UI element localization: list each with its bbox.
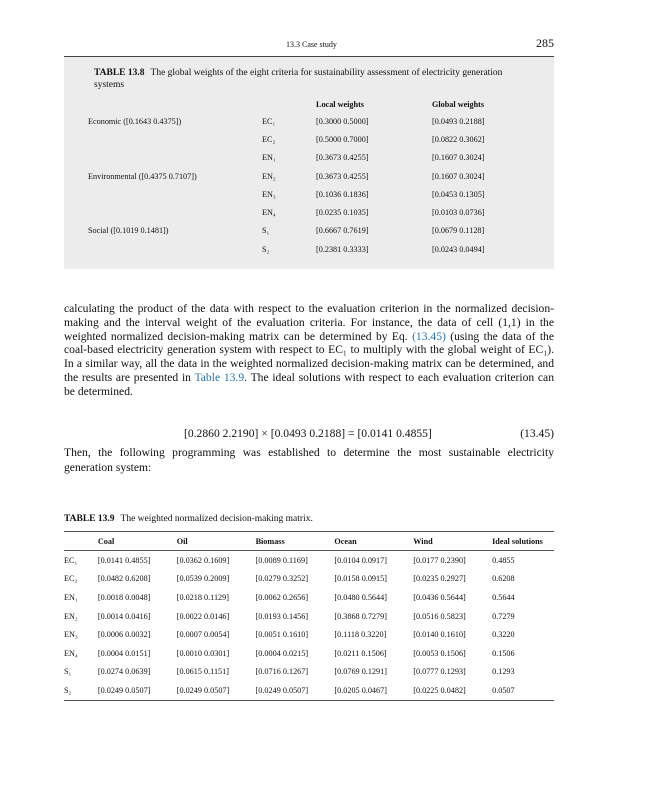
table-cell: [0.1118 0.3220] <box>334 630 387 640</box>
column-header-subcriterion <box>262 97 316 112</box>
table-cell: [0.0249 0.0507] <box>256 681 335 700</box>
table-cell: [0.5000 0.7000] <box>316 134 369 144</box>
page-header <box>64 36 554 52</box>
table-row <box>88 167 542 185</box>
table-cell: [0.0482 0.6208] <box>97 574 151 584</box>
table-cell: [0.0716 0.1267] <box>255 667 309 677</box>
table-row <box>64 551 554 570</box>
column-header-biomass: Biomass <box>256 532 335 551</box>
table-cell: [0.0010 0.0301] <box>176 648 230 658</box>
table-13-9-caption <box>64 514 313 524</box>
table-cell: S₂ <box>262 244 270 254</box>
table-row <box>64 681 554 700</box>
table-cell: [0.0177 0.2390] <box>413 555 466 565</box>
table-cell: EN₂ <box>64 611 78 621</box>
table-cell: S₂ <box>64 681 98 700</box>
column-header-global-weights: Global weights <box>432 100 485 109</box>
table-cell: Social ([0.1019 0.1481]) <box>88 226 169 236</box>
table-row <box>88 222 542 240</box>
paragraph-text: calculating the product of the data with respect to the evaluation criterion in the normalized decision-making and the interval weight of the evaluation criteria. For instance, the data of cell (1,1) in the weighted normalized decision-making matrix can be determined by Eq. <box>64 302 554 343</box>
table-cell: [0.0279 0.3252] <box>255 574 309 584</box>
table-header-row <box>64 532 554 551</box>
table-cell: 0.3220 <box>492 630 515 640</box>
table-cell: EC₂ <box>262 134 276 144</box>
table-cell <box>88 130 262 148</box>
table-cell: 0.1506 <box>492 648 515 658</box>
table-cell: [0.0453 0.1305] <box>432 189 485 199</box>
table-cell: EN₁ <box>64 592 78 602</box>
column-header-coal: Coal <box>98 532 177 551</box>
table-row <box>64 663 554 682</box>
table-cell: [0.3000 0.5000] <box>316 116 369 126</box>
table-cell: [0.0051 0.1610] <box>255 630 309 640</box>
table-cell: [0.0436 0.5644] <box>413 592 466 602</box>
table-cell: EN₁ <box>262 153 276 163</box>
table-cell: S₁ <box>64 667 72 677</box>
table-cell: [0.0480 0.5644] <box>334 592 387 602</box>
table-cell: [0.0679 0.1128] <box>432 226 485 236</box>
table-cell <box>88 149 262 167</box>
table-cell: 0.7279 <box>492 611 515 621</box>
column-header-ideal-solutions: Ideal solutions <box>492 532 554 551</box>
table-13-9-title: The weighted normalized decision-making matrix. <box>120 514 313 524</box>
table-cell: [0.0140 0.1610] <box>413 630 466 640</box>
column-header-oil: Oil <box>177 532 256 551</box>
table-row <box>88 112 542 130</box>
table-cell: EC₁ <box>64 555 78 565</box>
table-row <box>64 588 554 607</box>
continuation-paragraph: Then, the following programming was established to determine the most sustainable electricity generation system: <box>64 446 554 474</box>
table-cell: [0.0205 0.0467] <box>334 681 413 700</box>
table-13-8-label: TABLE 13.8 <box>94 68 145 78</box>
table-cell: 0.6208 <box>492 574 515 584</box>
table-cell: [0.3673 0.4255] <box>316 171 369 181</box>
table-row <box>88 185 542 203</box>
table-cell: EN₄ <box>64 648 78 658</box>
column-header-local-weights: Local weights <box>316 100 364 109</box>
equation-13-45 <box>64 427 554 443</box>
table-cell: [0.0235 0.1035] <box>316 208 369 218</box>
paragraph-text: (using the data of the coal-based electricity generation system with respect to EC₁ to multiply with the global weight of EC₁). In a similar way, all the data in the weighted normalized decision-making matrix can be determined, and the results are presented in <box>64 329 554 384</box>
table-cell: S₁ <box>262 226 270 236</box>
table-cell: EC₁ <box>262 116 276 126</box>
table-cell: [0.0158 0.0915] <box>334 574 387 584</box>
table-cell: [0.3673 0.4255] <box>316 153 369 163</box>
table-cell: [0.6667 0.7619] <box>316 226 369 236</box>
table-cell: [0.0004 0.0215] <box>255 648 309 658</box>
column-header-criterion <box>64 532 98 551</box>
table-cell: EC₂ <box>64 574 78 584</box>
table-link[interactable]: Table 13.9 <box>194 370 245 384</box>
table-cell: [0.0249 0.0507] <box>177 681 256 700</box>
table-row <box>88 203 542 221</box>
table-cell: [0.0193 0.1456] <box>255 611 309 621</box>
column-header-wind: Wind <box>413 532 492 551</box>
table-row <box>64 625 554 644</box>
table-cell: EN₂ <box>262 171 276 181</box>
table-cell: [0.0141 0.4855] <box>97 555 151 565</box>
table-row <box>88 149 542 167</box>
table-cell: [0.1607 0.3024] <box>432 171 485 181</box>
table-cell <box>88 240 262 258</box>
table-cell: [0.0362 0.1609] <box>176 555 230 565</box>
page-number: 285 <box>536 36 554 50</box>
body-paragraph <box>64 302 554 399</box>
equation-text: [0.2860 2.2190] × [0.0493 0.2188] = [0.0141 0.4855] <box>184 427 432 440</box>
table-cell: [0.0062 0.2656] <box>255 592 309 602</box>
table-row <box>64 607 554 626</box>
table-cell <box>88 203 262 221</box>
equation-link[interactable]: (13.45) <box>412 329 446 343</box>
table-cell: [0.0018 0.0048] <box>97 592 151 602</box>
table-13-8-title: The global weights of the eight criteria for sustainability assessment of electricity generation systems <box>94 68 503 90</box>
table-cell: 0.0507 <box>492 681 554 700</box>
table-cell: [0.0822 0.3062] <box>432 134 485 144</box>
table-cell: [0.0493 0.2188] <box>432 116 485 126</box>
table-cell: [0.0777 0.1293] <box>413 667 466 677</box>
table-cell: [0.0103 0.0736] <box>432 208 485 218</box>
table-cell: [0.0006 0.0032] <box>97 630 151 640</box>
table-cell: EN₄ <box>262 208 276 218</box>
column-header-criterion <box>88 97 262 112</box>
table-cell: [0.0211 0.1506] <box>334 648 387 658</box>
table-cell: 0.4855 <box>492 555 515 565</box>
table-cell: 0.5644 <box>492 592 515 602</box>
table-row <box>88 130 542 148</box>
running-head: 13.3 Case study <box>286 40 337 49</box>
table-cell: [0.0516 0.5823] <box>413 611 466 621</box>
table-cell: Economic ([0.1643 0.4375]) <box>88 116 182 126</box>
table-13-8-caption <box>94 67 534 91</box>
table-cell: EN₃ <box>64 630 78 640</box>
table-cell: Environmental ([0.4375 0.7107]) <box>88 171 197 181</box>
table-cell <box>88 185 262 203</box>
table-row <box>88 240 542 258</box>
table-cell: [0.0769 0.1291] <box>334 667 387 677</box>
table-13-9-label: TABLE 13.9 <box>64 514 115 524</box>
table-13-8 <box>88 97 542 258</box>
table-cell: [0.3868 0.7279] <box>334 611 387 621</box>
equation-number: (13.45) <box>520 427 554 440</box>
table-cell: [0.0053 0.1506] <box>413 648 466 658</box>
table-cell: [0.0004 0.0151] <box>97 648 151 658</box>
table-cell: [0.0235 0.2927] <box>413 574 466 584</box>
table-cell: EN₃ <box>262 189 276 199</box>
table-cell: [0.2381 0.3333] <box>316 244 369 254</box>
table-cell: [0.0615 0.1151] <box>176 667 229 677</box>
table-row <box>64 570 554 589</box>
table-cell: [0.0089 0.1169] <box>255 555 308 565</box>
table-header-row <box>88 97 542 112</box>
table-cell: [0.0539 0.2009] <box>176 574 230 584</box>
column-header-ocean: Ocean <box>334 532 413 551</box>
table-cell: 0.1293 <box>492 667 515 677</box>
table-cell: [0.0007 0.0054] <box>176 630 230 640</box>
paragraph-text: . The ideal solutions with respect to each evaluation criterion can be determined. <box>64 370 554 398</box>
table-cell: [0.0022 0.0146] <box>176 611 230 621</box>
table-cell: [0.1036 0.1836] <box>316 189 369 199</box>
table-13-9 <box>64 532 554 701</box>
table-cell: [0.0225 0.0482] <box>413 681 492 700</box>
table-cell: [0.1607 0.3024] <box>432 153 485 163</box>
table-row <box>64 644 554 663</box>
table-cell: [0.0274 0.0639] <box>97 667 151 677</box>
table-cell: [0.0249 0.0507] <box>98 681 177 700</box>
table-13-8-block <box>64 57 554 269</box>
table-cell: [0.0218 0.1129] <box>176 592 229 602</box>
table-cell: [0.0104 0.0917] <box>334 555 387 565</box>
table-cell: [0.0243 0.0494] <box>432 244 485 254</box>
table-cell: [0.0014 0.0416] <box>97 611 151 621</box>
